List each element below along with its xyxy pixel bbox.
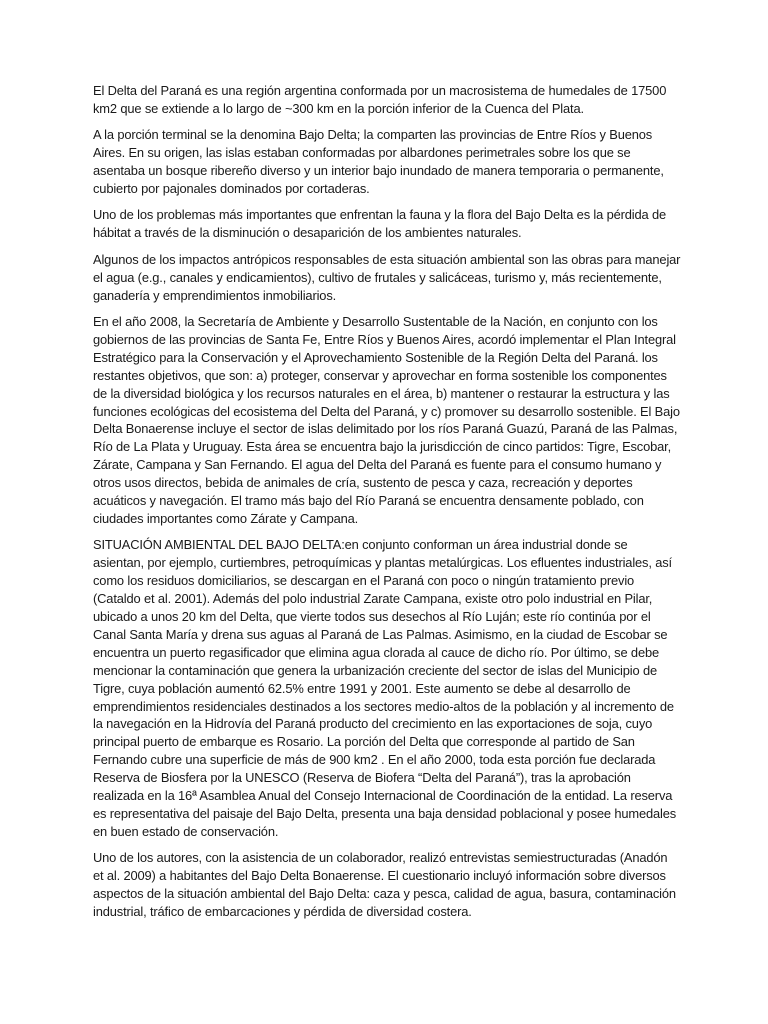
paragraph-plan-2008: En el año 2008, la Secretaría de Ambiente y Desarrollo Sustentable de la Nación, en conjunto con los gobiernos de las provincias de Santa Fe, Entre Ríos y Buenos Aires, acordó implementar el Plan Integral Estratégico para la Conservación y el Aprovechamiento Sostenible de la Región Delta del Paraná. los restantes objetivos, que son: a) proteger, conservar y aprovechar en forma sostenible los componentes de la diversidad biológica y los recursos naturales en el área, b) mantener o restaurar la estructura y las funciones ecológicas del ecosistema del Delta del Paraná, y c) promover su desarrollo sostenible. El Bajo Delta Bonaerense incluye el sector de islas delimitado por los ríos Paraná Guazú, Paraná de las Palmas, Río de La Plata y Uruguay. Esta área se encuentra bajo la jurisdicción de cinco partidos: Tigre, Escobar, Zárate, Campana y San Fernando. El agua del Delta del Paraná es fuente para el consumo humano y otros usos directos, bebida de animales de cría, sustento de pesca y caza, recreación y deportes acuáticos y navegación. El tramo más bajo del Río Paraná se encuentra densamente poblado, con ciudades importantes como Zárate y Campana.	[93, 313, 680, 526]
paragraph-anthropic-impacts: Algunos de los impactos antrópicos responsables de esta situación ambiental son las obras para manejar el agua (e.g., canales y endicamientos), cultivo de frutales y salicáceas, turismo y, más recientemente, ganadería y emprendimientos inmobiliarios.	[93, 251, 681, 303]
paragraph-habitat-loss: Uno de los problemas más importantes que enfrentan la fauna y la flora del Bajo Delta es la pérdida de hábitat a través de la disminución o desaparición de los ambientes naturales.	[93, 207, 667, 241]
paragraph-bajo-delta: A la porción terminal se la denomina Bajo Delta; la comparten las provincias de Entre Ríos y Buenos Aires. En su origen, las islas estaban conformadas por albardones perimetrales sobre los que se asentaba un bosque ribereño diverso y un interior bajo inundado de manera temporaria o permanente, cubierto por pajonales dominados por cortaderas.	[93, 127, 664, 197]
paragraph-environmental-situation: SITUACIÓN AMBIENTAL DEL BAJO DELTA:en conjunto conforman un área industrial donde se asientan, por ejemplo, curtiembres, petroquímicas y plantas metalúrgicas. Los efluentes industriales, así como los residuos domiciliarios, se descargan en el Paraná con poco o ningún tratamiento previo (Cataldo et al. 2001). Además del polo industrial Zarate Campana, existe otro polo industrial en Pilar, ubicado a unos 20 km del Delta, que vierte todos sus desechos al Río Luján; este río continúa por el Canal Santa María y drena sus aguas al Paraná de Las Palmas. Asimismo, en la ciudad de Escobar se encuentra un puerto regasificador que elimina agua clorada al cauce de dicho río. Por último, se debe mencionar la contaminación que genera la urbanización creciente del sector de islas del Municipio de Tigre, cuya población aumentó 62.5% entre 1991 y 2001. Este aumento se debe al desarrollo de emprendimientos residenciales destinados a los sectores medio-altos de la población y al incremento de la navegación en la Hidrovía del Paraná producto del crecimiento en las exportaciones de soja, cuyo principal puerto de embarque es Rosario. La porción del Delta que corresponde al partido de San Fernando cubre una superficie de más de 900 km2 . En el año 2000, toda esta porción fue declarada Reserva de Biosfera por la UNESCO (Reserva de Biofera “Delta del Paraná”), tras la aprobación realizada en la 16ª Asamblea Anual del Consejo Internacional de Coordinación de la entidad. La reserva es representativa del paisaje del Bajo Delta, presenta una baja densidad poblacional y posee humedales en buen estado de conservación.	[93, 537, 677, 839]
paragraph-interviews: Uno de los autores, con la asistencia de un colaborador, realizó entrevistas semiestructuradas (Anadón et al. 2009) a habitantes del Bajo Delta Bonaerense. El cuestionario incluyó información sobre diversos aspectos de la situación ambiental del Bajo Delta: caza y pesca, calidad de agua, basura, contaminación industrial, tráfico de embarcaciones y pérdida de diversidad costera.	[93, 850, 676, 919]
document-page	[93, 82, 681, 929]
paragraph-intro: El Delta del Paraná es una región argentina conformada por un macrosistema de humedales de 17500 km2 que se extiende a lo largo de ~300 km en la porción inferior de la Cuenca del Plata.	[93, 83, 667, 116]
